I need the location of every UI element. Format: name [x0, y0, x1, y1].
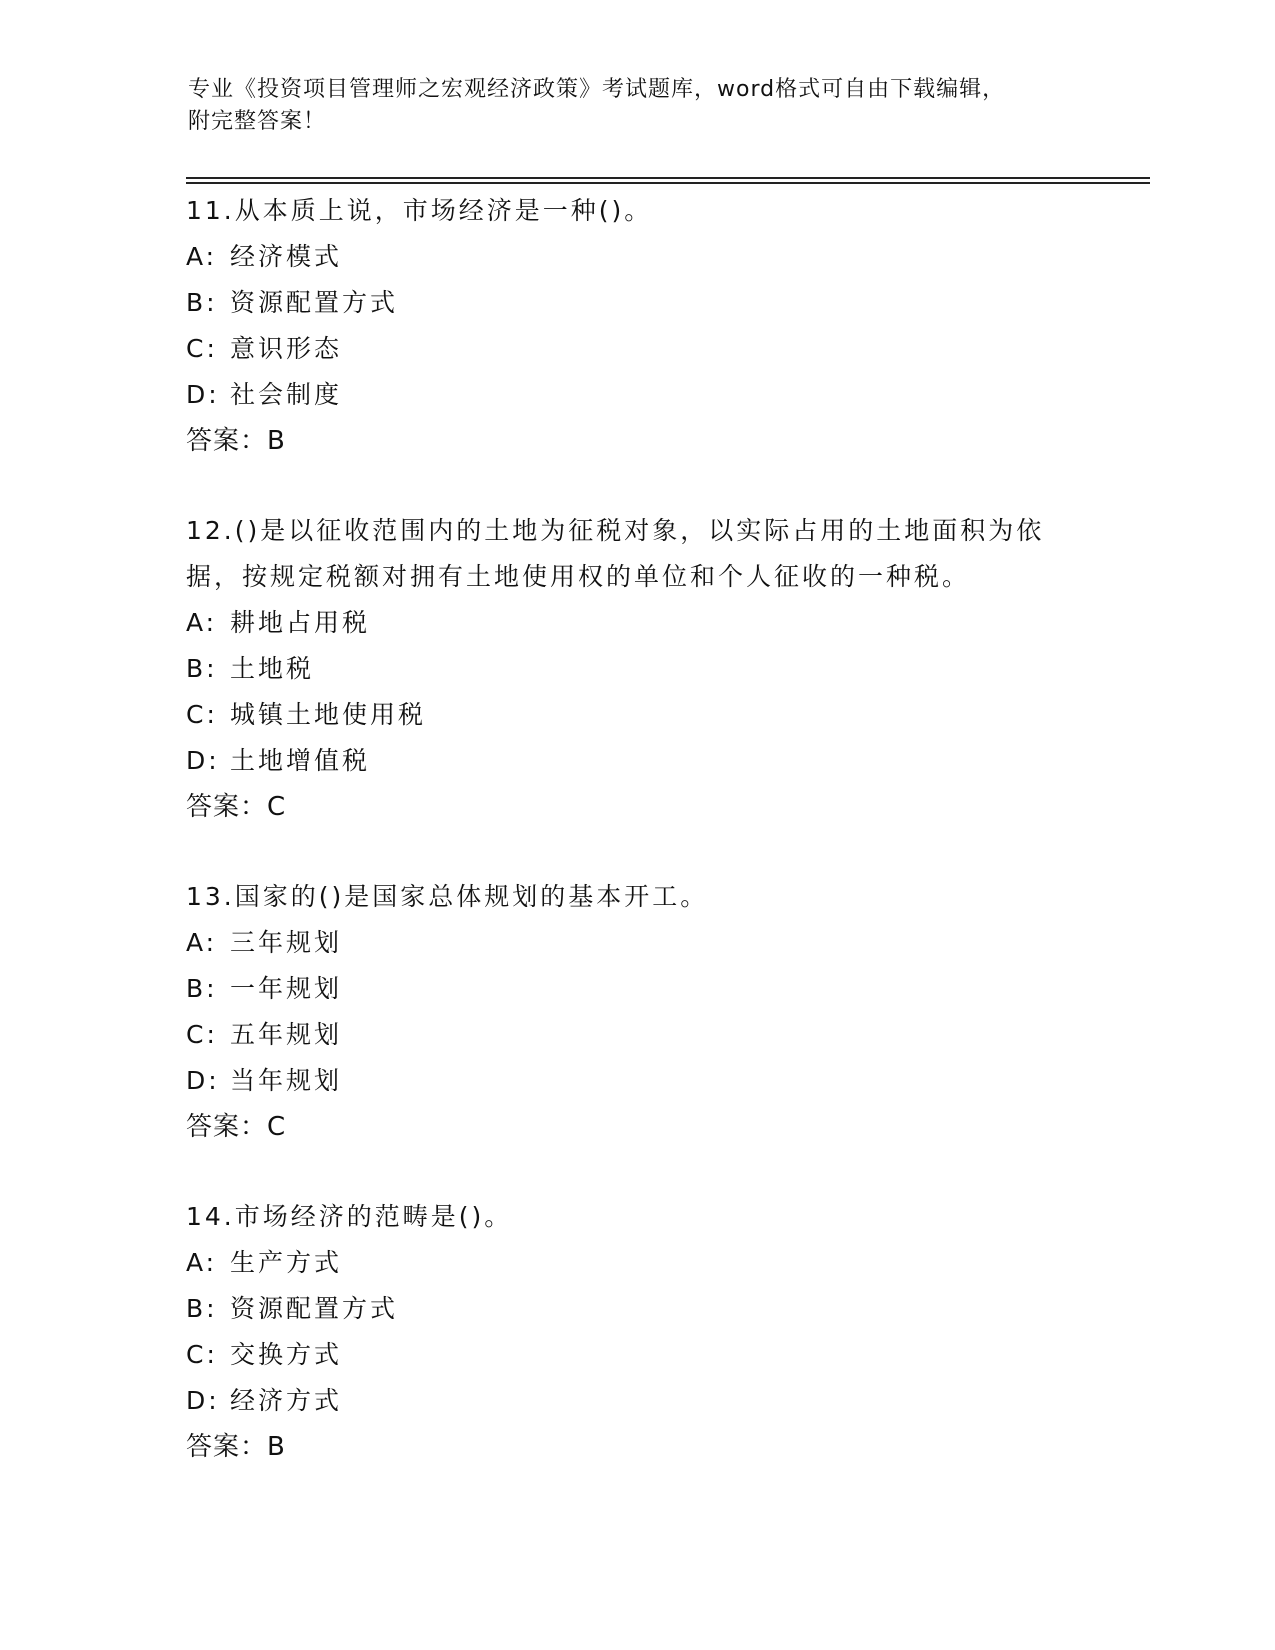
option-d	[186, 738, 1086, 784]
option-letter: A:	[186, 928, 218, 957]
option-text: 意识形态	[230, 334, 343, 363]
option-text: 生产方式	[230, 1248, 343, 1277]
question-stem: 13.国家的()是国家总体规划的基本开工。	[186, 882, 709, 911]
answer-line: 答案：B	[186, 426, 286, 456]
option-text: 土地增值税	[230, 746, 371, 775]
option-text: 当年规划	[230, 1066, 343, 1095]
header-line-2: 附完整答案！	[188, 109, 327, 134]
question-11	[186, 188, 1086, 464]
header-divider-bottom	[186, 182, 1150, 184]
option-c	[186, 1012, 1086, 1058]
option-b	[186, 646, 1086, 692]
option-text: 交换方式	[230, 1340, 343, 1369]
document-header	[188, 74, 1088, 138]
option-letter: B:	[186, 654, 218, 683]
option-text: 土地税	[230, 654, 315, 683]
option-letter: D:	[186, 1066, 220, 1095]
option-letter: D:	[186, 380, 220, 409]
option-letter: C:	[186, 334, 218, 363]
option-a	[186, 600, 1086, 646]
header-line-1: 专业《投资项目管理师之宏观经济政策》考试题库，word格式可自由下载编辑，	[188, 77, 1006, 102]
option-d	[186, 372, 1086, 418]
option-d	[186, 1378, 1086, 1424]
option-c	[186, 692, 1086, 738]
option-text: 五年规划	[230, 1020, 343, 1049]
option-letter: D:	[186, 1386, 220, 1415]
answer-line: 答案：C	[186, 792, 287, 822]
option-text: 社会制度	[230, 380, 343, 409]
option-b	[186, 1286, 1086, 1332]
option-letter: D:	[186, 746, 220, 775]
option-a	[186, 920, 1086, 966]
option-text: 三年规划	[230, 928, 343, 957]
option-letter: C:	[186, 1340, 218, 1369]
option-c	[186, 326, 1086, 372]
option-letter: A:	[186, 242, 218, 271]
option-a	[186, 234, 1086, 280]
option-text: 资源配置方式	[230, 288, 399, 317]
option-letter: B:	[186, 974, 218, 1003]
option-b	[186, 966, 1086, 1012]
answer-line: 答案：C	[186, 1112, 287, 1142]
option-letter: C:	[186, 700, 218, 729]
header-divider-top	[186, 177, 1150, 179]
question-14	[186, 1194, 1086, 1470]
option-letter: A:	[186, 608, 218, 637]
option-letter: B:	[186, 1294, 218, 1323]
question-13	[186, 874, 1086, 1150]
option-letter: A:	[186, 1248, 218, 1277]
option-b	[186, 280, 1086, 326]
question-12	[186, 508, 1086, 830]
option-text: 一年规划	[230, 974, 343, 1003]
question-stem: 11.从本质上说，市场经济是一种()。	[186, 196, 653, 225]
option-text: 资源配置方式	[230, 1294, 399, 1323]
option-letter: B:	[186, 288, 218, 317]
option-text: 城镇土地使用税	[230, 700, 427, 729]
option-text: 耕地占用税	[230, 608, 371, 637]
question-stem: 14.市场经济的范畴是()。	[186, 1202, 513, 1231]
option-a	[186, 1240, 1086, 1286]
option-text: 经济模式	[230, 242, 343, 271]
option-text: 经济方式	[230, 1386, 343, 1415]
answer-line: 答案：B	[186, 1432, 286, 1462]
question-stem: 12.()是以征收范围内的土地为征税对象，以实际占用的土地面积为依据，按规定税额对拥有土地使用权的单位和个人征收的一种税。	[186, 516, 1045, 591]
option-c	[186, 1332, 1086, 1378]
option-d	[186, 1058, 1086, 1104]
option-letter: C:	[186, 1020, 218, 1049]
